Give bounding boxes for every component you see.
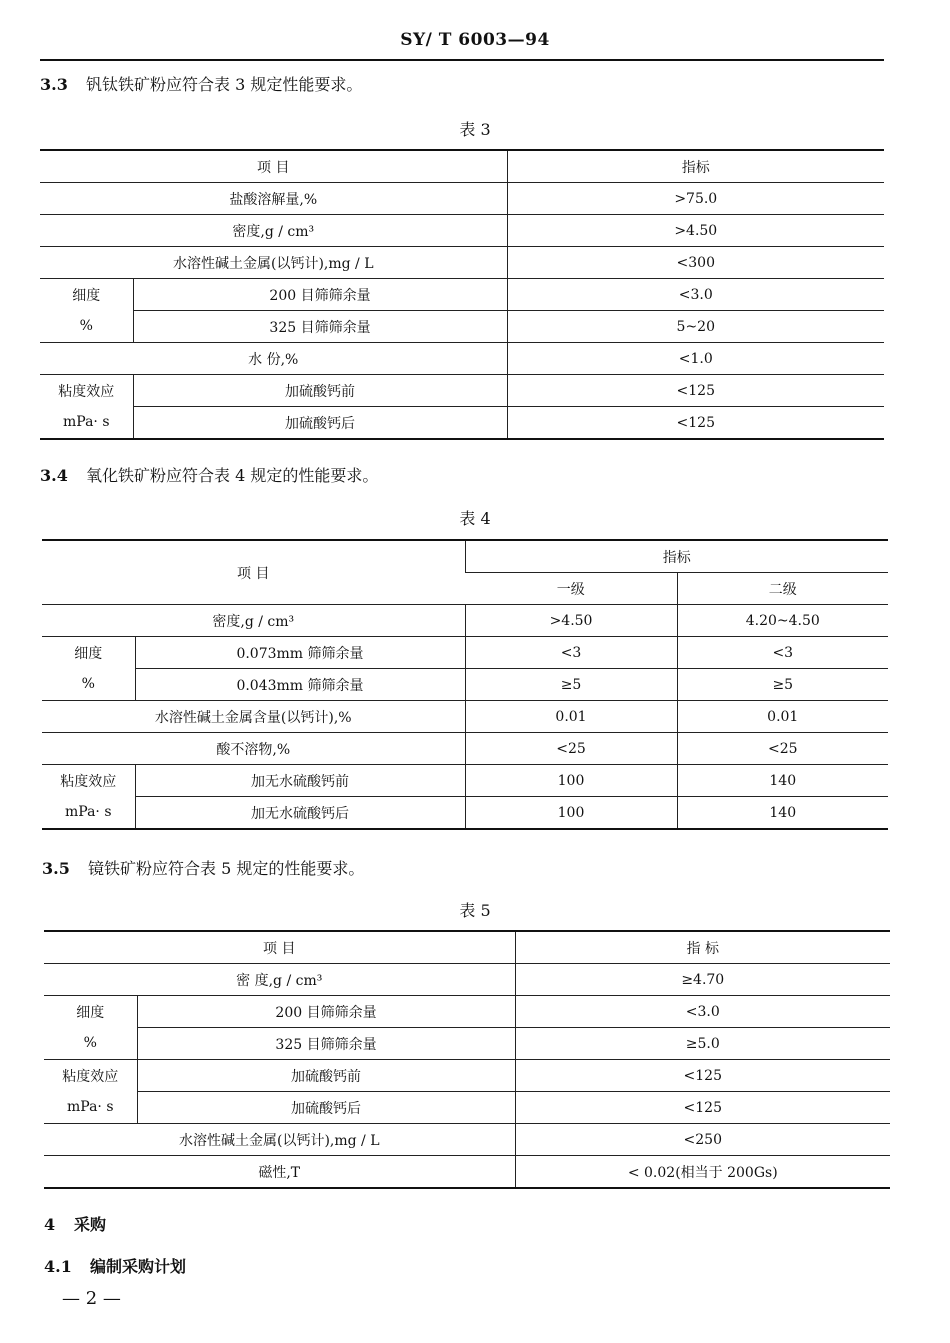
- cell-item: 0.073mm 筛筛余量: [135, 637, 465, 669]
- header-grade-2: 二级: [677, 573, 888, 605]
- table-row: [44, 1156, 890, 1189]
- cell-value: 100: [465, 797, 677, 830]
- section-3-3: [40, 72, 362, 95]
- fineness-unit: %: [44, 1028, 137, 1060]
- section-text: 采购: [74, 1215, 107, 1234]
- cell-item: 酸不溶物,%: [42, 733, 465, 765]
- header-item: 项 目: [40, 150, 507, 183]
- table-4: [42, 539, 888, 830]
- cell-item: 加无水硫酸钙前: [135, 765, 465, 797]
- cell-item: 加硫酸钙前: [137, 1060, 515, 1092]
- fineness-label: 细度: [74, 645, 103, 662]
- table-row: [40, 150, 884, 183]
- table-5-caption: 表 5: [459, 901, 491, 920]
- table-row: [40, 343, 884, 375]
- cell-value: >4.50: [465, 605, 677, 637]
- cell-value: <125: [507, 407, 884, 440]
- header-rule: [40, 59, 884, 61]
- cell-value: <25: [677, 733, 888, 765]
- section-number: 3.3: [40, 75, 68, 94]
- viscosity-unit: mPa· s: [44, 1092, 137, 1124]
- table-row: [42, 701, 888, 733]
- table-row: [44, 931, 890, 964]
- cell-item: 325 目筛筛余量: [137, 1028, 515, 1060]
- cell-value: 0.01: [465, 701, 677, 733]
- table-row: [44, 1060, 890, 1092]
- section-4-1: [44, 1254, 186, 1277]
- cell-value: <3.0: [515, 996, 890, 1028]
- cell-value: 100: [465, 765, 677, 797]
- cell-value: 5~20: [507, 311, 884, 343]
- viscosity-label: 粘度效应: [62, 1068, 119, 1085]
- cell-item: 密 度,g / cm³: [44, 964, 515, 996]
- section-text: 钒钛铁矿粉应符合表 3 规定性能要求。: [86, 75, 363, 94]
- cell-item: 水 份,%: [40, 343, 507, 375]
- table-3: [40, 149, 884, 440]
- section-number: 4.1: [44, 1257, 72, 1276]
- cell-item: 加无水硫酸钙后: [135, 797, 465, 830]
- page-number: — 2 —: [62, 1288, 121, 1309]
- section-text: 编制采购计划: [90, 1257, 187, 1276]
- cell-value: <3: [465, 637, 677, 669]
- fineness-label: 细度: [72, 287, 101, 304]
- section-3-5: [42, 856, 364, 879]
- table-5: [44, 930, 890, 1189]
- cell-item: 盐酸溶解量,%: [40, 183, 507, 215]
- viscosity-label: 粘度效应: [58, 383, 115, 400]
- cell-value: 4.20~4.50: [677, 605, 888, 637]
- cell-item: 水溶性碱土金属(以钙计),mg / L: [44, 1124, 515, 1156]
- table-row: [42, 605, 888, 637]
- table-row: [40, 407, 884, 440]
- header-grade-1: 一级: [465, 573, 677, 605]
- cell-item: 0.043mm 筛筛余量: [135, 669, 465, 701]
- fineness-unit: %: [40, 311, 133, 343]
- cell-value: <125: [515, 1060, 890, 1092]
- cell-value: ≥5: [677, 669, 888, 701]
- header-spec: 指 标: [515, 931, 890, 964]
- cell-value: 140: [677, 797, 888, 830]
- cell-value: <125: [507, 375, 884, 407]
- table-row: [40, 215, 884, 247]
- cell-value: >4.50: [507, 215, 884, 247]
- section-number: 3.5: [42, 859, 70, 878]
- cell-value: <1.0: [507, 343, 884, 375]
- table-row: [44, 1124, 890, 1156]
- cell-item: 加硫酸钙后: [133, 407, 507, 440]
- cell-item: 磁性,T: [44, 1156, 515, 1189]
- table-row: [44, 1092, 890, 1124]
- table-row: [42, 637, 888, 669]
- table-row: [44, 996, 890, 1028]
- table-row: [40, 279, 884, 311]
- cell-value: <250: [515, 1124, 890, 1156]
- table-row: [44, 964, 890, 996]
- cell-item: 密度,g / cm³: [42, 605, 465, 637]
- section-number: 3.4: [40, 466, 68, 485]
- cell-value: <125: [515, 1092, 890, 1124]
- table-row: [40, 247, 884, 279]
- table-row: [40, 375, 884, 407]
- table-row: [42, 765, 888, 797]
- section-number: 4: [44, 1215, 56, 1234]
- viscosity-unit: mPa· s: [42, 797, 135, 830]
- table-row: [42, 797, 888, 830]
- fineness-label: 细度: [76, 1004, 105, 1021]
- cell-item: 加硫酸钙后: [137, 1092, 515, 1124]
- cell-value: < 0.02(相当于 200Gs): [515, 1156, 890, 1189]
- table-3-caption: 表 3: [459, 120, 491, 139]
- cell-value: ≥4.70: [515, 964, 890, 996]
- cell-value: 140: [677, 765, 888, 797]
- section-3-4: [40, 463, 378, 486]
- cell-item: 200 目筛筛余量: [133, 279, 507, 311]
- table-row: [40, 183, 884, 215]
- table-row: [42, 669, 888, 701]
- cell-item: 水溶性碱土金属(以钙计),mg / L: [40, 247, 507, 279]
- cell-item: 水溶性碱土金属含量(以钙计),%: [42, 701, 465, 733]
- header-spec: 指标: [465, 540, 888, 573]
- table-4-caption: 表 4: [459, 509, 491, 528]
- viscosity-unit: mPa· s: [40, 407, 133, 440]
- cell-item: 加硫酸钙前: [133, 375, 507, 407]
- cell-value: <3.0: [507, 279, 884, 311]
- header-item: 项 目: [42, 540, 465, 605]
- cell-item: 密度,g / cm³: [40, 215, 507, 247]
- cell-item: 325 目筛筛余量: [133, 311, 507, 343]
- cell-value: >75.0: [507, 183, 884, 215]
- table-row: [42, 540, 888, 573]
- cell-value: ≥5.0: [515, 1028, 890, 1060]
- cell-value: ≥5: [465, 669, 677, 701]
- document-code: SY/ T 6003—94: [400, 30, 550, 50]
- cell-value: 0.01: [677, 701, 888, 733]
- fineness-unit: %: [42, 669, 135, 701]
- viscosity-label: 粘度效应: [60, 773, 117, 790]
- table-row: [42, 733, 888, 765]
- header-item: 项 目: [44, 931, 515, 964]
- section-text: 氧化铁矿粉应符合表 4 规定的性能要求。: [86, 466, 379, 485]
- header-spec: 指标: [507, 150, 884, 183]
- cell-item: 200 目筛筛余量: [137, 996, 515, 1028]
- cell-value: <300: [507, 247, 884, 279]
- cell-value: <3: [677, 637, 888, 669]
- table-row: [40, 311, 884, 343]
- cell-value: <25: [465, 733, 677, 765]
- table-row: [44, 1028, 890, 1060]
- section-text: 镜铁矿粉应符合表 5 规定的性能要求。: [88, 859, 365, 878]
- section-4: [44, 1212, 106, 1235]
